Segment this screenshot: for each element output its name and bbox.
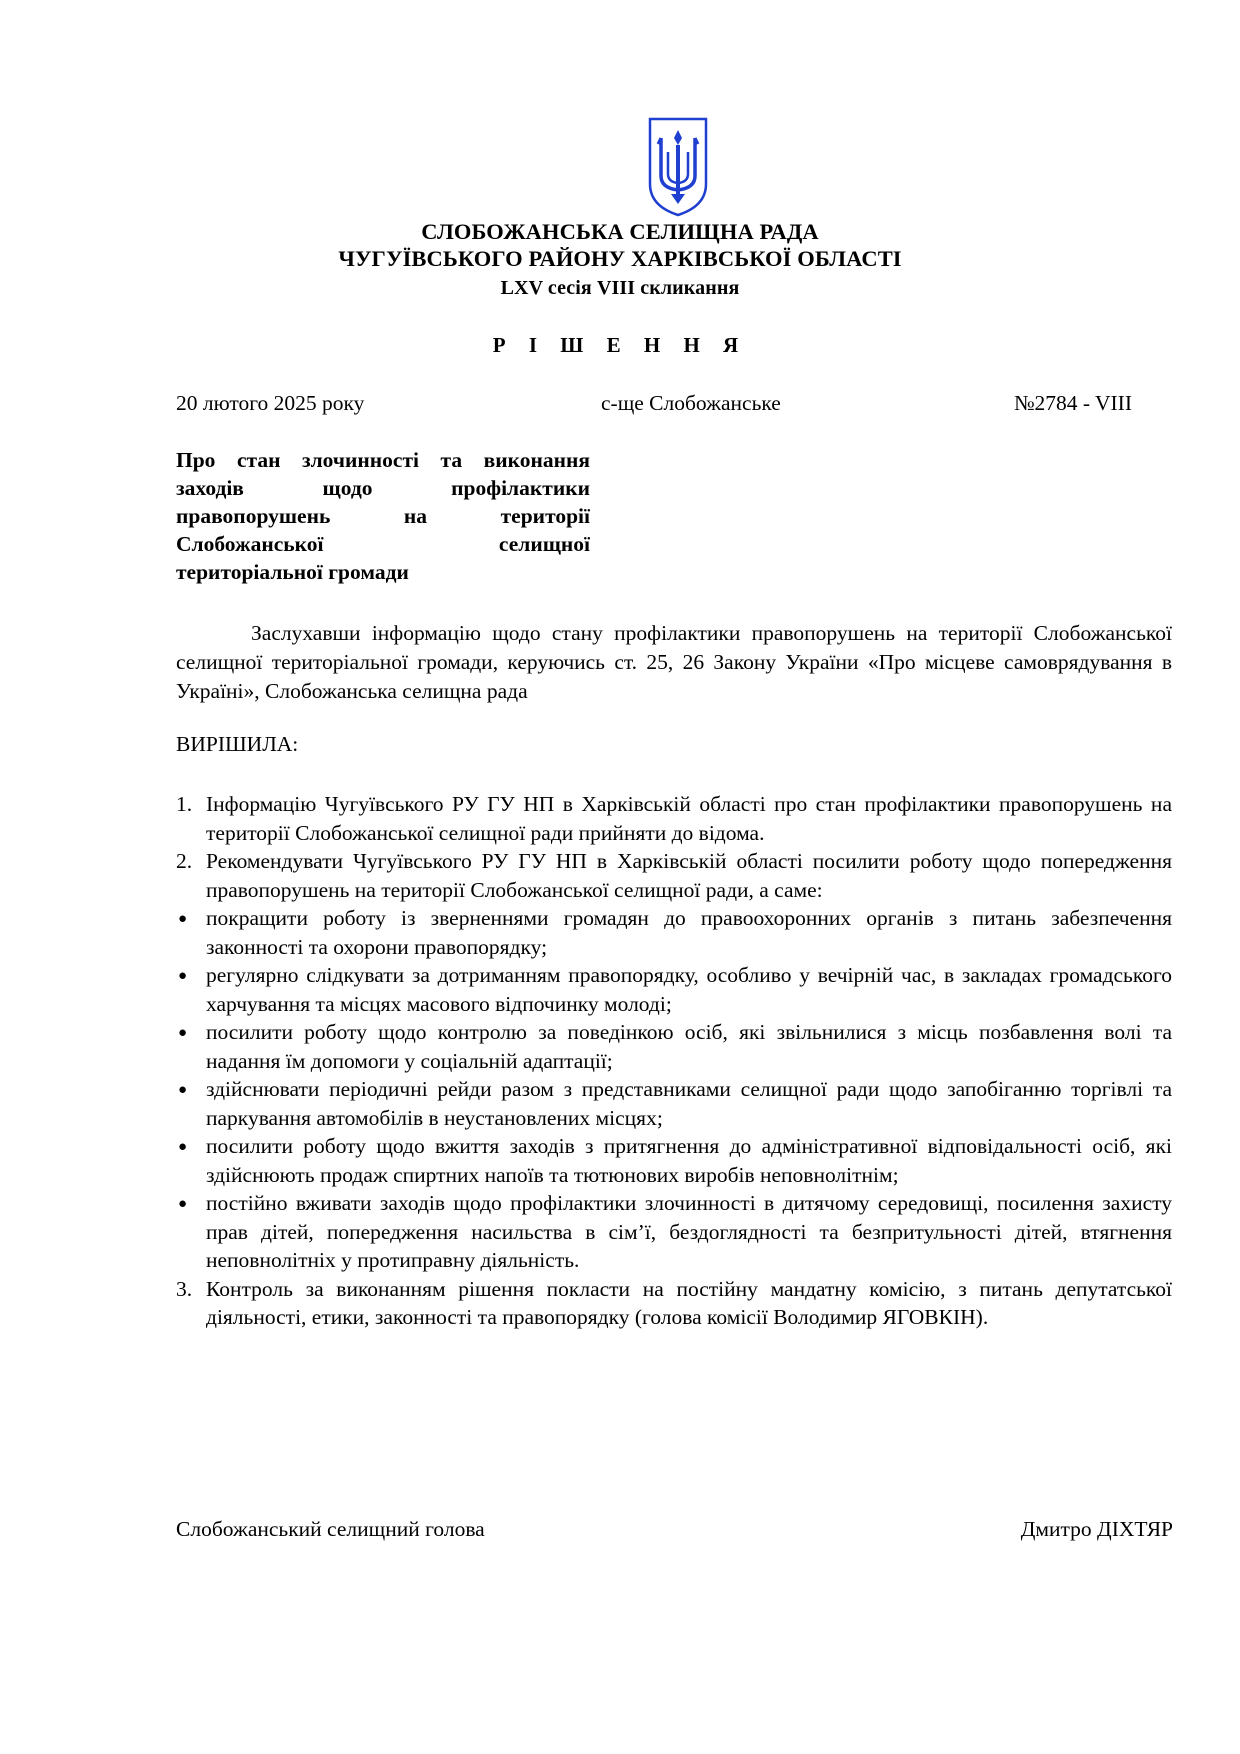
decision-item [176, 847, 1172, 904]
decision-item [176, 790, 1172, 847]
subject-line: заходів щодо профілактики [176, 476, 590, 500]
bullet-text: посилити роботу щодо вжиття заходів з притягнення до адміністративної відповідальності осіб, які здійснюють продаж спиртних напоїв та тютюнових виробів неповнолітнім; [206, 1134, 1172, 1187]
item-text: Рекомендувати Чугуївського РУ ГУ НП в Харківській області посилити роботу щодо попередження правопорушень на території Слобожанської селищної ради, а саме: [206, 849, 1172, 902]
decision-number: №2784 - VIII [1013, 391, 1132, 415]
decision-subject [176, 446, 590, 586]
bullet-item [176, 961, 1172, 1018]
bullet-icon: ● [178, 1139, 188, 1155]
item-number: 3. [176, 1276, 193, 1301]
decision-item [176, 1275, 1172, 1332]
decision-date: 20 лютого 2025 року [176, 391, 365, 415]
subject-line: Слобожанської селищної [176, 532, 590, 556]
bullet-icon: ● [178, 968, 188, 984]
trident-coat-of-arms-icon [647, 116, 709, 218]
signatory-position: Слобожанський селищний голова [176, 1517, 485, 1541]
item-text: прийняти до відома. [578, 820, 765, 845]
bullet-item [176, 1132, 1172, 1189]
bullet-text: посилити роботу щодо контролю за поведінкою осіб, які звільнилися з місць позбавлення волі та надання їм допомоги у соціальній адаптації; [206, 1020, 1172, 1073]
decision-place: с-ще Слобожанське [601, 391, 781, 415]
item-text: Контроль за виконанням рішення покласти на постійну мандатну комісію, з питань депутатської діяльності, етики, законності та правопорядку (голова комісії Володимир ЯГОВКІН). [206, 1276, 1172, 1329]
document-type-title: Р І Ш Е Н Н Я [492, 333, 748, 357]
preamble-part: Заслухавши інформацію щодо стану профілактики правопорушень [251, 621, 896, 645]
bullet-icon: ● [178, 1196, 188, 1212]
item-text: Інформацію Чугуївського РУ ГУ НП в Харківській області про стан профілактики правопорушень [206, 792, 1143, 816]
bullet-text: здійснювати періодичні рейди разом з представниками селищної ради щодо запобіганню торгівлі та паркування автомобілів в неустановлених місцях; [206, 1077, 1172, 1130]
bullet-text: постійно вживати заходів щодо профілактики злочинності в дитячому середовищі, посилення захисту прав дітей, попередження насильства в сім’ї, бездоглядності та безпритульності дітей, втягнення неповнолітніх у протиправну діяльність. [206, 1191, 1172, 1272]
subject-line: Про стан злочинності та виконання [176, 448, 590, 472]
signatory-name: Дмитро ДІХТЯР [1020, 1517, 1173, 1541]
item-number: 2. [176, 849, 193, 873]
decided-heading: ВИРІШИЛА: [176, 732, 299, 756]
bullet-item [176, 1189, 1172, 1275]
council-name: СЛОБОЖАНСЬКА СЕЛИЩНА РАДА [421, 219, 819, 244]
subject-line: територіальної громади [176, 560, 409, 584]
bullet-icon: ● [178, 911, 188, 927]
bullet-icon: ● [178, 1082, 188, 1098]
session-name: LXV сесія VIII скликання [500, 277, 740, 299]
bullet-item [176, 904, 1172, 961]
preamble-part: на території Слобожанської селищної територіальної громади [176, 621, 1172, 674]
bullet-text: покращити роботу із зверненнями громадян до правоохоронних органів з питань забезпечення законності та охорони правопорядку; [206, 906, 1172, 959]
bullet-icon: ● [178, 1025, 188, 1041]
bullet-item [176, 1075, 1172, 1132]
preamble-part: , керуючись ст. 25, 26 Закону України «Про місцеве самоврядування в Україні», Слобожанська селищна рада [176, 650, 1173, 703]
subject-line: правопорушень на території [176, 504, 590, 528]
bullet-item [176, 1018, 1172, 1075]
decision-items [176, 790, 1172, 1332]
preamble-paragraph [176, 619, 1172, 706]
item-number: 1. [176, 792, 193, 816]
item-text: на території Слобожанської селищної ради [206, 792, 1172, 845]
district-name: ЧУГУЇВСЬКОГО РАЙОНУ ХАРКІВСЬКОЇ ОБЛАСТІ [338, 246, 902, 271]
bullet-text: регулярно слідкувати за дотриманням правопорядку, особливо у вечірній час, в закладах громадського харчування та місцях масового відпочинку молоді; [206, 963, 1172, 1016]
